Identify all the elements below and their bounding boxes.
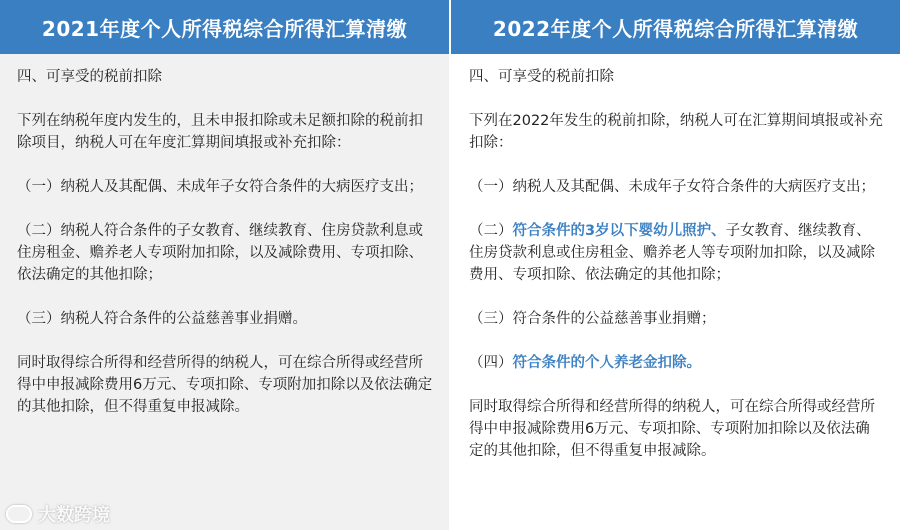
right-intro: 下列在2022年发生的税前扣除，纳税人可在汇算期间填报或补充扣除： [469,113,883,151]
left-column-2021 [0,0,449,530]
right-closing: 同时取得综合所得和经营所得的纳税人，可在综合所得或经营所得中申报减除费用6万元、专项扣除、专项附加扣除以及依法确定的其他扣除，但不得重复申报减除。 [469,399,875,459]
left-item-2: （二）纳税人符合条件的子女教育、继续教育、住房贷款利息或住房租金、赡养老人专项附加扣除，以及减除费用、专项扣除、依法确定的其他扣除； [17,223,423,283]
watermark-logo-icon [6,505,32,523]
right-column-2022 [451,0,900,530]
right-item-4-prefix: （四） [469,355,513,371]
right-item-3: （三）符合条件的公益慈善事业捐赠； [469,311,716,327]
right-item-4 [469,352,884,374]
right-content [451,54,900,462]
watermark-text: 大数跨境 [38,505,110,526]
right-section-heading: 四、可享受的税前扣除 [469,69,614,85]
right-item-1: （一）纳税人及其配偶、未成年子女符合条件的大病医疗支出； [469,179,875,195]
right-item-2-highlight: 符合条件的3岁以下婴幼儿照护、 [512,223,726,239]
right-item-2-rest: 子女教育、继续教育、住房贷款利息或住房租金、赡养老人等专项附加扣除，以及减除费用、专项扣除、依法确定的其他扣除； [469,223,875,283]
watermark [6,501,110,527]
left-item-1: （一）纳税人及其配偶、未成年子女符合条件的大病医疗支出； [17,179,423,195]
left-item-3: （三）纳税人符合条件的公益慈善事业捐赠。 [17,311,307,327]
right-item-2 [469,220,884,286]
left-intro: 下列在纳税年度内发生的，且未申报扣除或未足额扣除的税前扣除项目，纳税人可在年度汇算期间填报或补充扣除： [17,113,423,151]
right-header-title: 2022年度个人所得税综合所得汇算清缴 [451,0,900,54]
left-header-title: 2021年度个人所得税综合所得汇算清缴 [0,0,449,54]
right-item-4-highlight: 符合条件的个人养老金扣除。 [512,355,701,371]
left-closing: 同时取得综合所得和经营所得的纳税人，可在综合所得或经营所得中申报减除费用6万元、专项扣除、专项附加扣除以及依法确定的其他扣除，但不得重复申报减除。 [17,355,433,415]
left-content [0,54,449,418]
left-section-heading: 四、可享受的税前扣除 [17,69,162,85]
right-item-2-prefix: （二） [469,223,513,239]
